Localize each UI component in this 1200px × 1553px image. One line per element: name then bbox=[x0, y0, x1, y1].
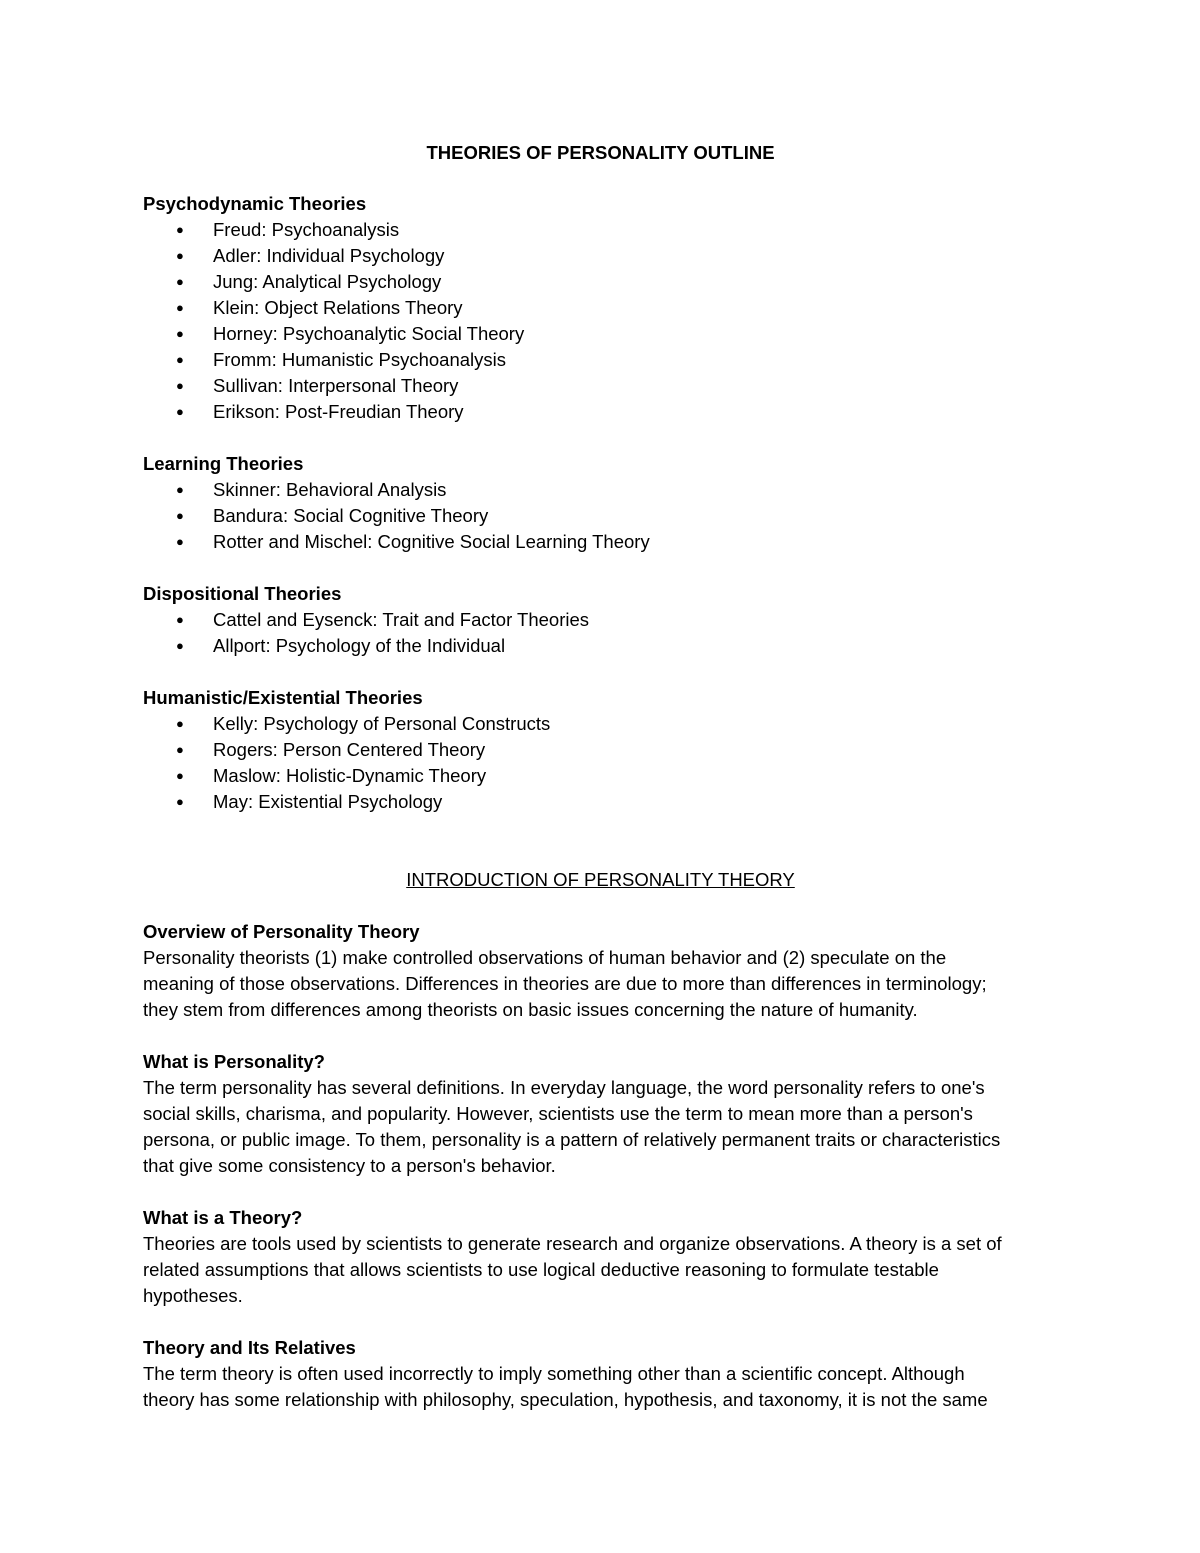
outline-section-dispositional bbox=[143, 581, 1058, 659]
paragraph-theory-relatives bbox=[143, 1335, 1058, 1413]
bullet-icon: ● bbox=[176, 638, 184, 653]
list-item: ● Erikson: Post-Freudian Theory bbox=[143, 399, 1058, 425]
paragraph-what-is-a-theory bbox=[143, 1205, 1058, 1309]
intro-title: INTRODUCTION OF PERSONALITY THEORY bbox=[406, 869, 795, 890]
list-item: ● Skinner: Behavioral Analysis bbox=[143, 477, 1058, 503]
outline-list bbox=[143, 217, 1058, 425]
list-item: ● Allport: Psychology of the Individual bbox=[143, 633, 1058, 659]
paragraph-line: meaning of those observations. Differences in theories are due to more than differences in terminology; bbox=[143, 973, 987, 994]
bullet-icon: ● bbox=[176, 508, 184, 523]
outline-section-humanistic bbox=[143, 685, 1058, 815]
list-item: ● Kelly: Psychology of Personal Constructs bbox=[143, 711, 1058, 737]
bullet-icon: ● bbox=[176, 352, 184, 367]
paragraph-line: related assumptions that allows scientists to use logical deductive reasoning to formulate testable bbox=[143, 1259, 939, 1280]
paragraph-heading: Overview of Personality Theory bbox=[143, 921, 420, 942]
document-page bbox=[143, 140, 1058, 1439]
list-item: ● Bandura: Social Cognitive Theory bbox=[143, 503, 1058, 529]
paragraph-heading: What is a Theory? bbox=[143, 1207, 303, 1228]
outline-list bbox=[143, 477, 1058, 555]
bullet-icon: ● bbox=[176, 612, 184, 627]
outline-section-psychodynamic bbox=[143, 191, 1058, 425]
paragraph-line: Theories are tools used by scientists to generate research and organize observations. A theory is a set of bbox=[143, 1233, 1002, 1254]
paragraph-heading: Theory and Its Relatives bbox=[143, 1337, 356, 1358]
list-item: ● Jung: Analytical Psychology bbox=[143, 269, 1058, 295]
paragraph-line: they stem from differences among theorists on basic issues concerning the nature of humanity. bbox=[143, 999, 918, 1020]
bullet-icon: ● bbox=[176, 534, 184, 549]
bullet-icon: ● bbox=[176, 248, 184, 263]
paragraph-overview bbox=[143, 919, 1058, 1023]
list-item: ● Klein: Object Relations Theory bbox=[143, 295, 1058, 321]
bullet-icon: ● bbox=[176, 404, 184, 419]
section-heading: Learning Theories bbox=[143, 453, 304, 474]
paragraph-line: The term theory is often used incorrectly to imply something other than a scientific concept. Although bbox=[143, 1363, 965, 1384]
bullet-icon: ● bbox=[176, 378, 184, 393]
paragraph-line: theory has some relationship with philosophy, speculation, hypothesis, and taxonomy, it is not the same bbox=[143, 1389, 988, 1410]
paragraph-line: hypotheses. bbox=[143, 1285, 243, 1306]
paragraph-line: The term personality has several definitions. In everyday language, the word personality refers to one's bbox=[143, 1077, 985, 1098]
paragraph-what-is-personality bbox=[143, 1049, 1058, 1179]
paragraph-line: social skills, charisma, and popularity. However, scientists use the term to mean more than a person's bbox=[143, 1103, 973, 1124]
section-heading: Humanistic/Existential Theories bbox=[143, 687, 423, 708]
bullet-icon: ● bbox=[176, 300, 184, 315]
bullet-icon: ● bbox=[176, 794, 184, 809]
outline-section-learning bbox=[143, 451, 1058, 555]
paragraph-line: that give some consistency to a person's behavior. bbox=[143, 1155, 556, 1176]
bullet-icon: ● bbox=[176, 742, 184, 757]
outline-list bbox=[143, 711, 1058, 815]
list-item: ● Cattel and Eysenck: Trait and Factor Theories bbox=[143, 607, 1058, 633]
paragraph-line: Personality theorists (1) make controlled observations of human behavior and (2) speculate on the bbox=[143, 947, 947, 968]
bullet-icon: ● bbox=[176, 716, 184, 731]
list-item: ● Adler: Individual Psychology bbox=[143, 243, 1058, 269]
document-title: THEORIES OF PERSONALITY OUTLINE bbox=[426, 142, 775, 163]
list-item: ● Rotter and Mischel: Cognitive Social Learning Theory bbox=[143, 529, 1058, 555]
list-item: ● Horney: Psychoanalytic Social Theory bbox=[143, 321, 1058, 347]
outline-list bbox=[143, 607, 1058, 659]
paragraph-heading: What is Personality? bbox=[143, 1051, 325, 1072]
list-item: ● Rogers: Person Centered Theory bbox=[143, 737, 1058, 763]
section-heading: Psychodynamic Theories bbox=[143, 193, 367, 214]
bullet-icon: ● bbox=[176, 482, 184, 497]
list-item: ● Maslow: Holistic-Dynamic Theory bbox=[143, 763, 1058, 789]
bullet-icon: ● bbox=[176, 326, 184, 341]
list-item: ● Freud: Psychoanalysis bbox=[143, 217, 1058, 243]
section-heading: Dispositional Theories bbox=[143, 583, 342, 604]
list-item: ● Fromm: Humanistic Psychoanalysis bbox=[143, 347, 1058, 373]
bullet-icon: ● bbox=[176, 274, 184, 289]
list-item: ● May: Existential Psychology bbox=[143, 789, 1058, 815]
bullet-icon: ● bbox=[176, 768, 184, 783]
paragraph-line: persona, or public image. To them, personality is a pattern of relatively permanent traits or characteristics bbox=[143, 1129, 1001, 1150]
bullet-icon: ● bbox=[176, 222, 184, 237]
list-item: ● Sullivan: Interpersonal Theory bbox=[143, 373, 1058, 399]
